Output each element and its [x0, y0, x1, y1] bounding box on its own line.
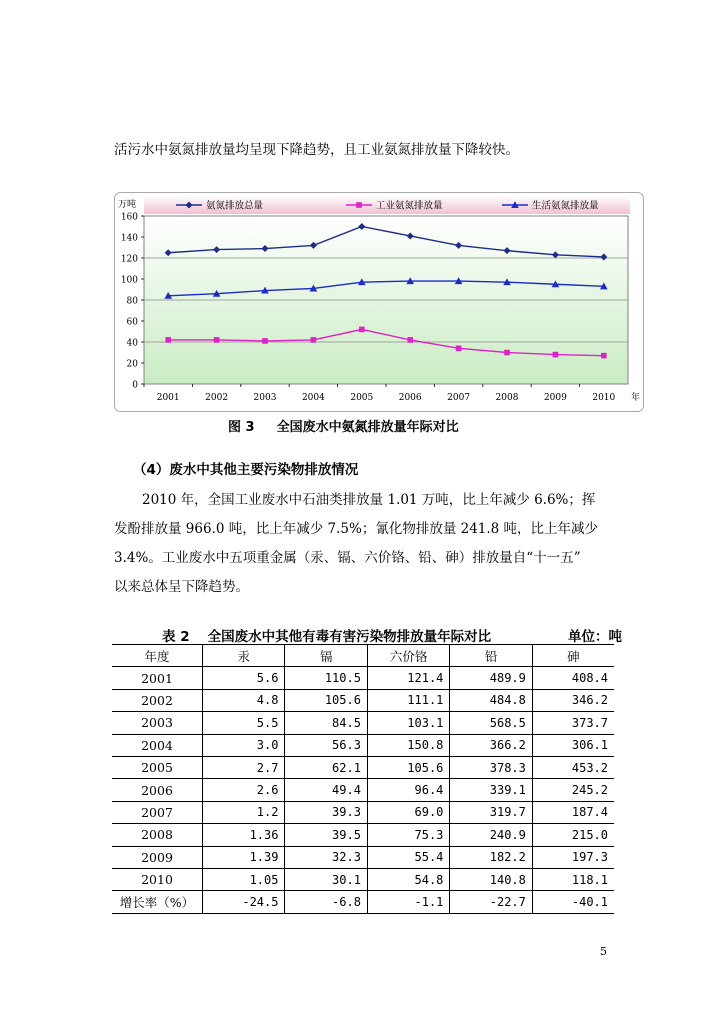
data-point [165, 337, 171, 343]
value-cell: 55.4 [367, 846, 449, 868]
data-point [356, 202, 362, 208]
value-cell: 121.4 [367, 667, 449, 689]
row-label-cell: 增长率（%） [112, 891, 203, 913]
table-number: 表 2 [162, 629, 190, 645]
value-cell: 150.8 [367, 734, 449, 756]
value-cell: 215.0 [532, 824, 614, 846]
value-cell: 56.3 [285, 734, 367, 756]
y-tick-label: 80 [126, 296, 138, 307]
figure-caption [228, 416, 459, 435]
header-lead: 铅 [450, 645, 532, 667]
row-label-cell: 2007 [112, 801, 203, 823]
value-cell: 366.2 [450, 734, 532, 756]
value-cell: 489.9 [450, 667, 532, 689]
value-cell: 4.8 [203, 689, 285, 711]
data-point [504, 350, 510, 356]
table-header-row [112, 645, 614, 667]
value-cell: 197.3 [532, 846, 614, 868]
value-cell: 5.6 [203, 667, 285, 689]
y-tick-label: 160 [120, 212, 138, 223]
value-cell: 1.2 [203, 801, 285, 823]
table-title: 全国废水中其他有毒有害污染物排放量年际对比 [207, 629, 492, 645]
table-row [112, 779, 614, 801]
value-cell: 105.6 [285, 689, 367, 711]
x-tick-label: 2001 [156, 393, 180, 403]
value-cell: 378.3 [450, 756, 532, 778]
data-point [553, 352, 559, 358]
value-cell: 5.5 [203, 712, 285, 734]
data-point [214, 337, 220, 343]
x-axis-label: 年 [631, 393, 641, 403]
value-cell: 306.1 [532, 734, 614, 756]
y-axis-label: 万吨 [118, 200, 137, 210]
y-tick-label: 120 [120, 254, 138, 265]
figure-number: 图 3 [228, 420, 255, 435]
legend-label: 氨氮排放总量 [206, 200, 264, 212]
table-row [112, 846, 614, 868]
value-cell: 373.7 [532, 712, 614, 734]
x-tick-label: 2003 [253, 393, 277, 403]
table-row [112, 824, 614, 846]
page-number: 5 [600, 945, 607, 958]
header-mercury: 汞 [203, 645, 285, 667]
value-cell: -6.8 [285, 891, 367, 913]
value-cell: 39.3 [285, 801, 367, 823]
value-cell: 453.2 [532, 756, 614, 778]
value-cell: 1.05 [203, 868, 285, 890]
value-cell: 408.4 [532, 667, 614, 689]
table-row [112, 891, 614, 913]
data-point [407, 337, 413, 343]
value-cell: -22.7 [450, 891, 532, 913]
data-point [311, 337, 317, 343]
value-cell: 75.3 [367, 824, 449, 846]
legend-label: 生活氨氮排放量 [532, 200, 599, 212]
value-cell: 103.1 [367, 712, 449, 734]
data-point [456, 346, 462, 352]
intro-paragraph: 活污水中氨氮排放量均呈现下降趋势，且工业氨氮排放量下降较快。 [114, 142, 519, 158]
table-row [112, 756, 614, 778]
table-row [112, 712, 614, 734]
value-cell: 187.4 [532, 801, 614, 823]
value-cell: 1.39 [203, 846, 285, 868]
data-point [359, 327, 365, 333]
y-tick-label: 40 [126, 338, 138, 349]
data-point [601, 353, 607, 359]
table-unit: 单位：吨 [568, 629, 622, 645]
header-year: 年度 [112, 645, 203, 667]
value-cell: 62.1 [285, 756, 367, 778]
table-row [112, 667, 614, 689]
value-cell: 84.5 [285, 712, 367, 734]
pollutant-table [112, 644, 614, 914]
y-tick-label: 100 [120, 275, 138, 286]
row-label-cell: 2008 [112, 824, 203, 846]
value-cell: 39.5 [285, 824, 367, 846]
y-tick-label: 140 [120, 233, 138, 244]
value-cell: 96.4 [367, 779, 449, 801]
data-point [262, 338, 268, 344]
value-cell: 240.9 [450, 824, 532, 846]
value-cell: 140.8 [450, 868, 532, 890]
x-tick-label: 2006 [398, 393, 422, 403]
body-paragraph [114, 486, 614, 602]
value-cell: 484.8 [450, 689, 532, 711]
row-label-cell: 2002 [112, 689, 203, 711]
table-row [112, 734, 614, 756]
row-label-cell: 2003 [112, 712, 203, 734]
value-cell: 2.6 [203, 779, 285, 801]
value-cell: -1.1 [367, 891, 449, 913]
x-tick-label: 2010 [592, 393, 616, 403]
value-cell: 105.6 [367, 756, 449, 778]
row-label-cell: 2005 [112, 756, 203, 778]
row-label-cell: 2001 [112, 667, 203, 689]
value-cell: 245.2 [532, 779, 614, 801]
section-heading: （4）废水中其他主要污染物排放情况 [133, 462, 359, 478]
header-arsenic: 砷 [532, 645, 614, 667]
legend-label: 工业氨氮排放量 [376, 200, 443, 212]
ammonia-nitrogen-chart [114, 192, 644, 412]
value-cell: 32.3 [285, 846, 367, 868]
x-tick-label: 2007 [447, 393, 471, 403]
value-cell: 1.36 [203, 824, 285, 846]
x-tick-label: 2009 [543, 393, 567, 403]
table-row [112, 689, 614, 711]
value-cell: 568.5 [450, 712, 532, 734]
value-cell: 111.1 [367, 689, 449, 711]
table-caption [162, 625, 622, 645]
x-tick-label: 2002 [205, 393, 229, 403]
body-line-2: 发酚排放量 966.0 吨，比上年减少 7.5%；氰化物排放量 241.8 吨，比上年减少 [114, 521, 599, 537]
header-chromium: 六价铬 [367, 645, 449, 667]
value-cell: 118.1 [532, 868, 614, 890]
y-tick-label: 20 [126, 359, 138, 370]
body-line-3: 3.4%。工业废水中五项重金属（汞、镉、六价铬、铅、砷）排放量自“十一五” [114, 550, 581, 566]
value-cell: 2.7 [203, 756, 285, 778]
value-cell: -40.1 [532, 891, 614, 913]
value-cell: 49.4 [285, 779, 367, 801]
row-label-cell: 2004 [112, 734, 203, 756]
x-tick-label: 2005 [350, 393, 374, 403]
figure-title: 全国废水中氨氮排放量年际对比 [276, 420, 459, 435]
x-tick-label: 2004 [301, 393, 325, 403]
row-label-cell: 2009 [112, 846, 203, 868]
row-label-cell: 2010 [112, 868, 203, 890]
value-cell: -24.5 [203, 891, 285, 913]
body-line-4: 以来总体呈下降趋势。 [114, 579, 249, 595]
table-row [112, 868, 614, 890]
value-cell: 339.1 [450, 779, 532, 801]
value-cell: 346.2 [532, 689, 614, 711]
value-cell: 319.7 [450, 801, 532, 823]
body-line-1: 2010 年，全国工业废水中石油类排放量 1.01 万吨，比上年减少 6.6%；挥 [142, 492, 596, 508]
value-cell: 69.0 [367, 801, 449, 823]
x-tick-label: 2008 [495, 393, 519, 403]
header-cadmium: 镉 [285, 645, 367, 667]
y-tick-label: 0 [132, 380, 138, 391]
table-row [112, 801, 614, 823]
row-label-cell: 2006 [112, 779, 203, 801]
value-cell: 182.2 [450, 846, 532, 868]
chart-svg [114, 192, 644, 412]
value-cell: 3.0 [203, 734, 285, 756]
y-tick-label: 60 [126, 317, 138, 328]
value-cell: 110.5 [285, 667, 367, 689]
value-cell: 30.1 [285, 868, 367, 890]
value-cell: 54.8 [367, 868, 449, 890]
